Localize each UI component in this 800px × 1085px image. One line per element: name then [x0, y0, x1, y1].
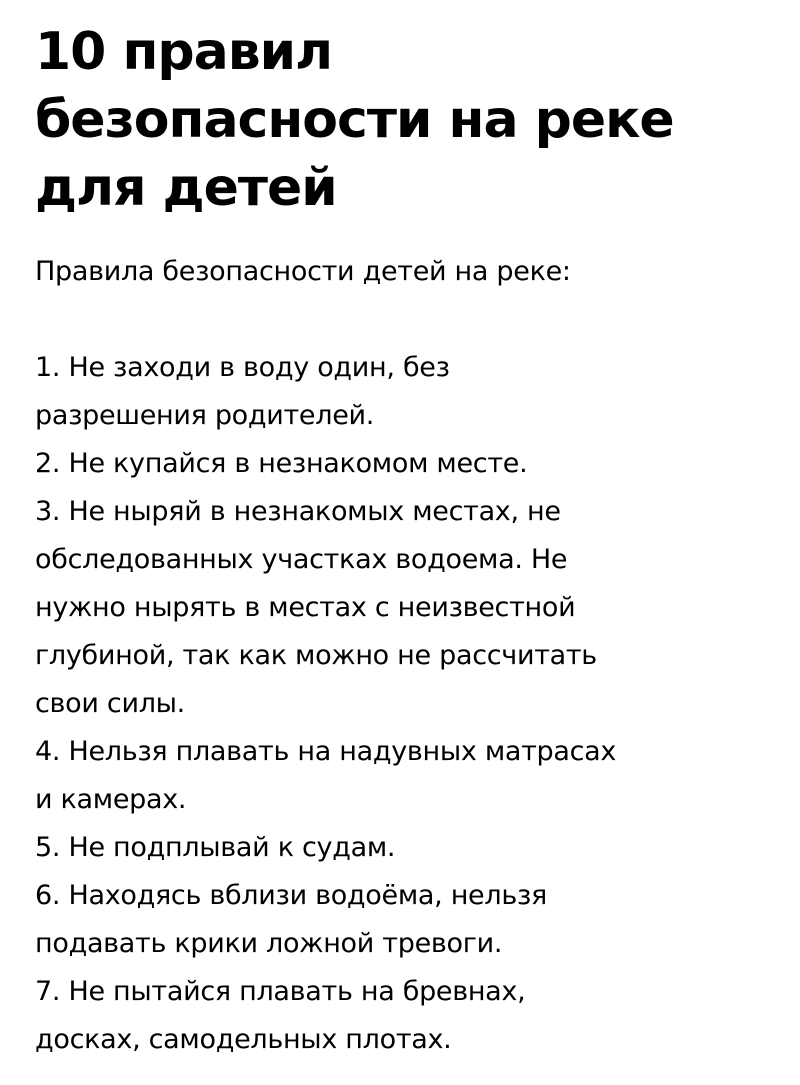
rule-3-line-1: 3. Не ныряй в незнакомых местах, не — [35, 496, 561, 527]
rule-item-2 — [35, 440, 616, 488]
rule-item-4 — [35, 728, 616, 824]
rule-3-line-2: обследованных участках водоема. Не — [35, 544, 568, 575]
rule-7-line-2: досках, самодельных плотах. — [35, 1024, 452, 1055]
title-line-1: 10 правил — [35, 22, 333, 82]
rule-3-line-3: нужно нырять в местах с неизвестной — [35, 592, 576, 623]
rule-3-line-5: свои силы. — [35, 688, 185, 719]
title-line-3: для детей — [35, 158, 337, 218]
rule-item-3 — [35, 488, 616, 728]
rule-6-line-2: подавать крики ложной тревоги. — [35, 928, 503, 959]
rule-5-line-1: 5. Не подплывай к судам. — [35, 832, 396, 863]
page-title — [35, 18, 775, 222]
rule-1-line-2: разрешения родителей. — [35, 400, 375, 431]
intro-text: Правила безопасности детей на реке: — [35, 256, 571, 287]
rule-item-7 — [35, 968, 616, 1064]
rule-4-line-1: 4. Нельзя плавать на надувных матрасах — [35, 736, 617, 767]
rule-item-5 — [35, 824, 616, 872]
rule-4-line-2: и камерах. — [35, 784, 187, 815]
title-line-2: безопасности на реке — [35, 90, 674, 150]
rule-1-line-1: 1. Не заходи в воду один, без — [35, 352, 450, 383]
rule-3-line-4: глубиной, так как можно не рассчитать — [35, 640, 597, 671]
rule-item-6 — [35, 872, 616, 968]
rule-item-1 — [35, 344, 616, 440]
rule-6-line-1: 6. Находясь вблизи водоёма, нельзя — [35, 880, 547, 911]
rule-2-line-1: 2. Не купайся в незнакомом месте. — [35, 448, 528, 479]
rule-7-line-1: 7. Не пытайся плавать на бревнах, — [35, 976, 526, 1007]
rules-list — [35, 344, 616, 1064]
